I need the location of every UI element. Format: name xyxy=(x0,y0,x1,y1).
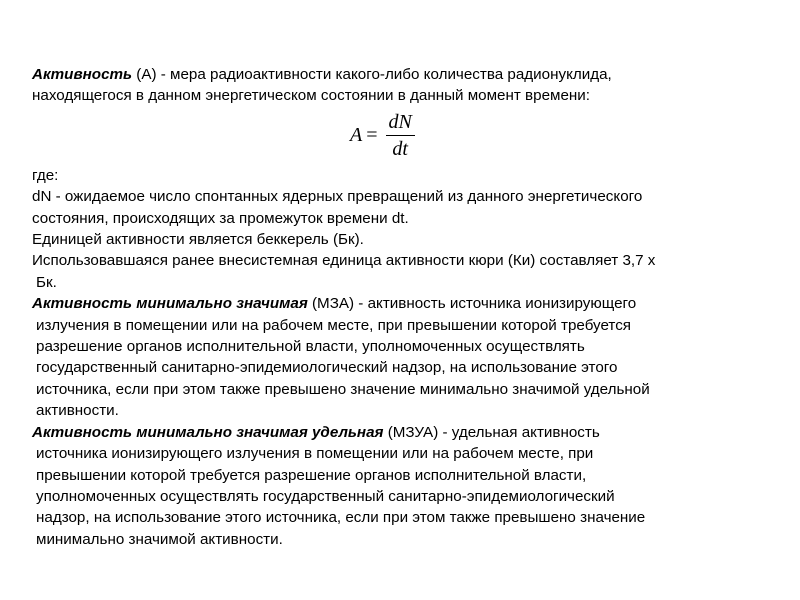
where-label: где: xyxy=(32,166,59,184)
mza-definition-line1 xyxy=(32,293,772,314)
mza-definition-line: источника, если при этом также превышено значение минимально значимой удельной xyxy=(36,380,650,398)
activity-term: Активность xyxy=(32,66,133,83)
mzua-definition-line: минимально значимой активности. xyxy=(36,530,283,548)
formula-lhs: A xyxy=(350,124,363,147)
mzua-definition-line1 xyxy=(32,422,772,443)
mzua-definition-line: источника ионизирующего излучения в помещении или на рабочем месте, при xyxy=(36,445,594,463)
unit-sentence: Единицей активности является беккерель (Бк). xyxy=(32,231,364,249)
curie-sentence-line1: Использовавшаяся ранее внесистемная единица активности кюри (Ки) составляет 3,7 х xyxy=(32,252,656,270)
mza-term: Активность минимально значимая xyxy=(32,295,308,313)
mzua-definition-line: надзор, на использование этого источника, если при этом также превышено значение xyxy=(36,509,646,527)
activity-formula xyxy=(32,107,772,165)
slide-content xyxy=(32,64,772,550)
curie-sentence-line2: Бк. xyxy=(36,273,57,291)
formula-equals: = xyxy=(366,124,378,147)
activity-definition-line1 xyxy=(32,64,772,85)
mza-definition-line: активности. xyxy=(36,402,119,420)
mzua-definition-text: (МЗУА) - удельная активность xyxy=(383,423,600,441)
mza-definition-line: излучения в помещении или на рабочем месте, при превышении которой требуется xyxy=(36,316,632,334)
mzua-definition-line: превышении которой требуется разрешение органов исполнительной власти, xyxy=(36,466,587,484)
mzua-term: Активность минимально значимая удельная xyxy=(32,423,384,441)
mzua-definition-line: уполномоченных осуществлять государственный санитарно-эпидемиологический xyxy=(36,487,615,505)
mza-definition-text: (МЗА) - активность источника ионизирующего xyxy=(307,295,637,313)
activity-definition-line2: находящегося в данном энергетическом состоянии в данный момент времени: xyxy=(32,87,590,105)
formula-numerator: dN xyxy=(386,111,415,136)
formula-denominator: dt xyxy=(392,138,408,161)
dn-definition-line1: dN - ожидаемое число спонтанных ядерных превращений из данного энергетического xyxy=(32,188,643,206)
activity-definition-text: (А) - мера радиоактивности какого-либо количества радионуклида, xyxy=(132,66,612,83)
formula-fraction xyxy=(386,111,415,160)
mza-definition-line: разрешение органов исполнительной власти, уполномоченных осуществлять xyxy=(36,338,585,356)
dn-definition-line2: состояния, происходящих за промежуток времени dt. xyxy=(32,209,409,227)
mza-definition-line: государственный санитарно-эпидемиологический надзор, на использование этого xyxy=(36,359,618,377)
